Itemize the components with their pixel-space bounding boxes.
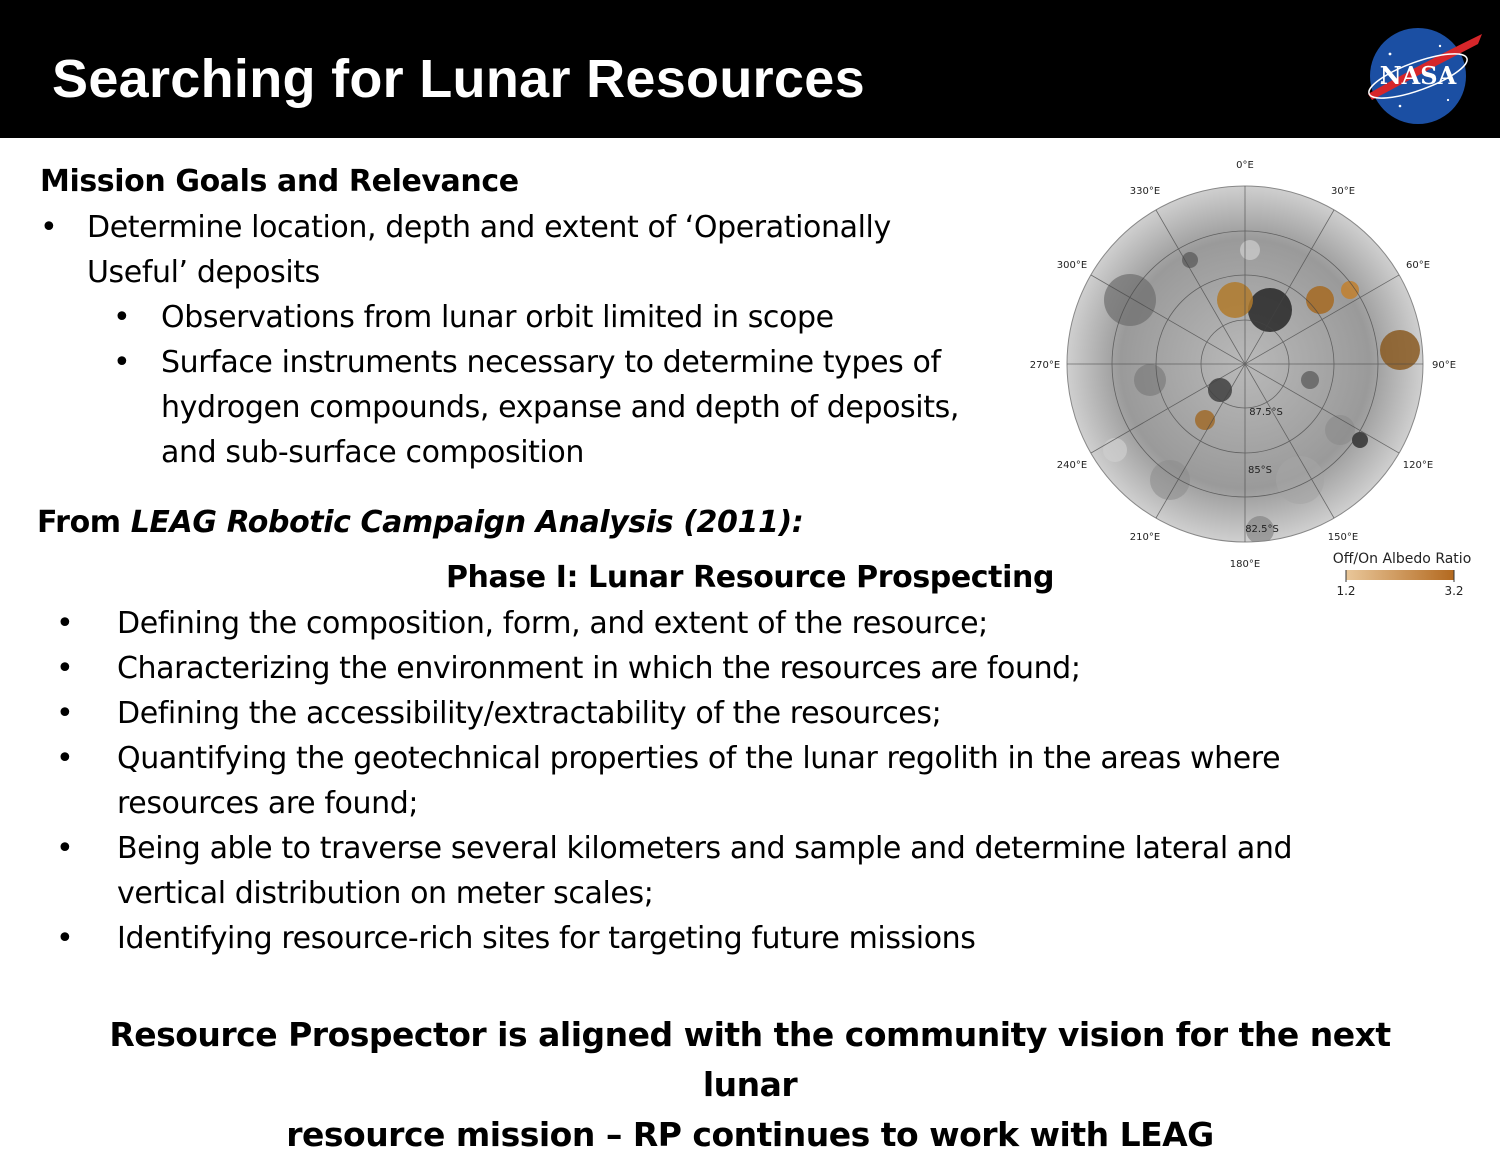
lon-label: 0°E	[1236, 160, 1254, 171]
legend-min-label: 1.2	[1336, 584, 1356, 598]
list-item: • Identifying resource-rich sites for targeting future missions	[56, 916, 1292, 961]
list-item: • Observations from lunar orbit limited in scope	[113, 295, 959, 340]
list-item: • Being able to traverse several kilometers and sample and determine lateral and vertical distribution on meter scales;	[56, 826, 1292, 916]
lon-label: 150°E	[1327, 532, 1359, 543]
legend-max-label: 3.2	[1444, 584, 1464, 598]
conclusion-statement: Resource Prospector is aligned with the community vision for the next lunar resource mission – RP continues to work with LEAG	[109, 1015, 1391, 1154]
lat-label: 82.5°S	[1245, 524, 1279, 535]
leag-source-heading: From LEAG Robotic Campaign Analysis (2011):	[37, 505, 804, 540]
mission-goals-heading: Mission Goals and Relevance	[40, 164, 519, 199]
lon-label: 30°E	[1330, 186, 1356, 197]
phase-title: Phase I: Lunar Resource Prospecting	[445, 560, 1055, 595]
legend-title: Off/On Albedo Ratio	[1332, 551, 1472, 567]
leag-phase-list	[56, 601, 1292, 961]
list-item: • Defining the accessibility/extractability of the resources;	[56, 691, 1292, 736]
header-bar	[0, 0, 1500, 138]
lunar-pole-map	[1020, 150, 1490, 610]
list-item: • Determine location, depth and extent of ‘Operationally Useful’ deposits	[40, 205, 891, 295]
mission-goals-list	[40, 205, 891, 295]
lon-label: 270°E	[1029, 360, 1061, 371]
svg-text:NASA: NASA	[1379, 61, 1457, 90]
list-item: • Characterizing the environment in which the resources are found;	[56, 646, 1292, 691]
lon-label: 240°E	[1056, 460, 1088, 471]
lon-label: 180°E	[1229, 559, 1261, 570]
lon-label: 330°E	[1129, 186, 1161, 197]
slide-title: Searching for Lunar Resources	[52, 49, 865, 109]
mission-goals-sublist	[113, 295, 959, 475]
lat-label: 87.5°S	[1249, 407, 1283, 418]
list-item: • Surface instruments necessary to determine types of hydrogen compounds, expanse and depth of deposits, and sub-surface composition	[113, 340, 959, 475]
list-item: • Defining the composition, form, and extent of the resource;	[56, 601, 1292, 646]
lat-label: 85°S	[1247, 465, 1273, 476]
list-item: • Quantifying the geotechnical properties of the lunar regolith in the areas where resources are found;	[56, 736, 1292, 826]
lon-label: 300°E	[1056, 260, 1088, 271]
nasa-logo	[1360, 24, 1486, 128]
lon-label: 90°E	[1431, 360, 1457, 371]
legend-colorbar	[1346, 570, 1454, 580]
lon-label: 60°E	[1405, 260, 1431, 271]
lon-label: 210°E	[1129, 532, 1161, 543]
lon-label: 120°E	[1402, 460, 1434, 471]
